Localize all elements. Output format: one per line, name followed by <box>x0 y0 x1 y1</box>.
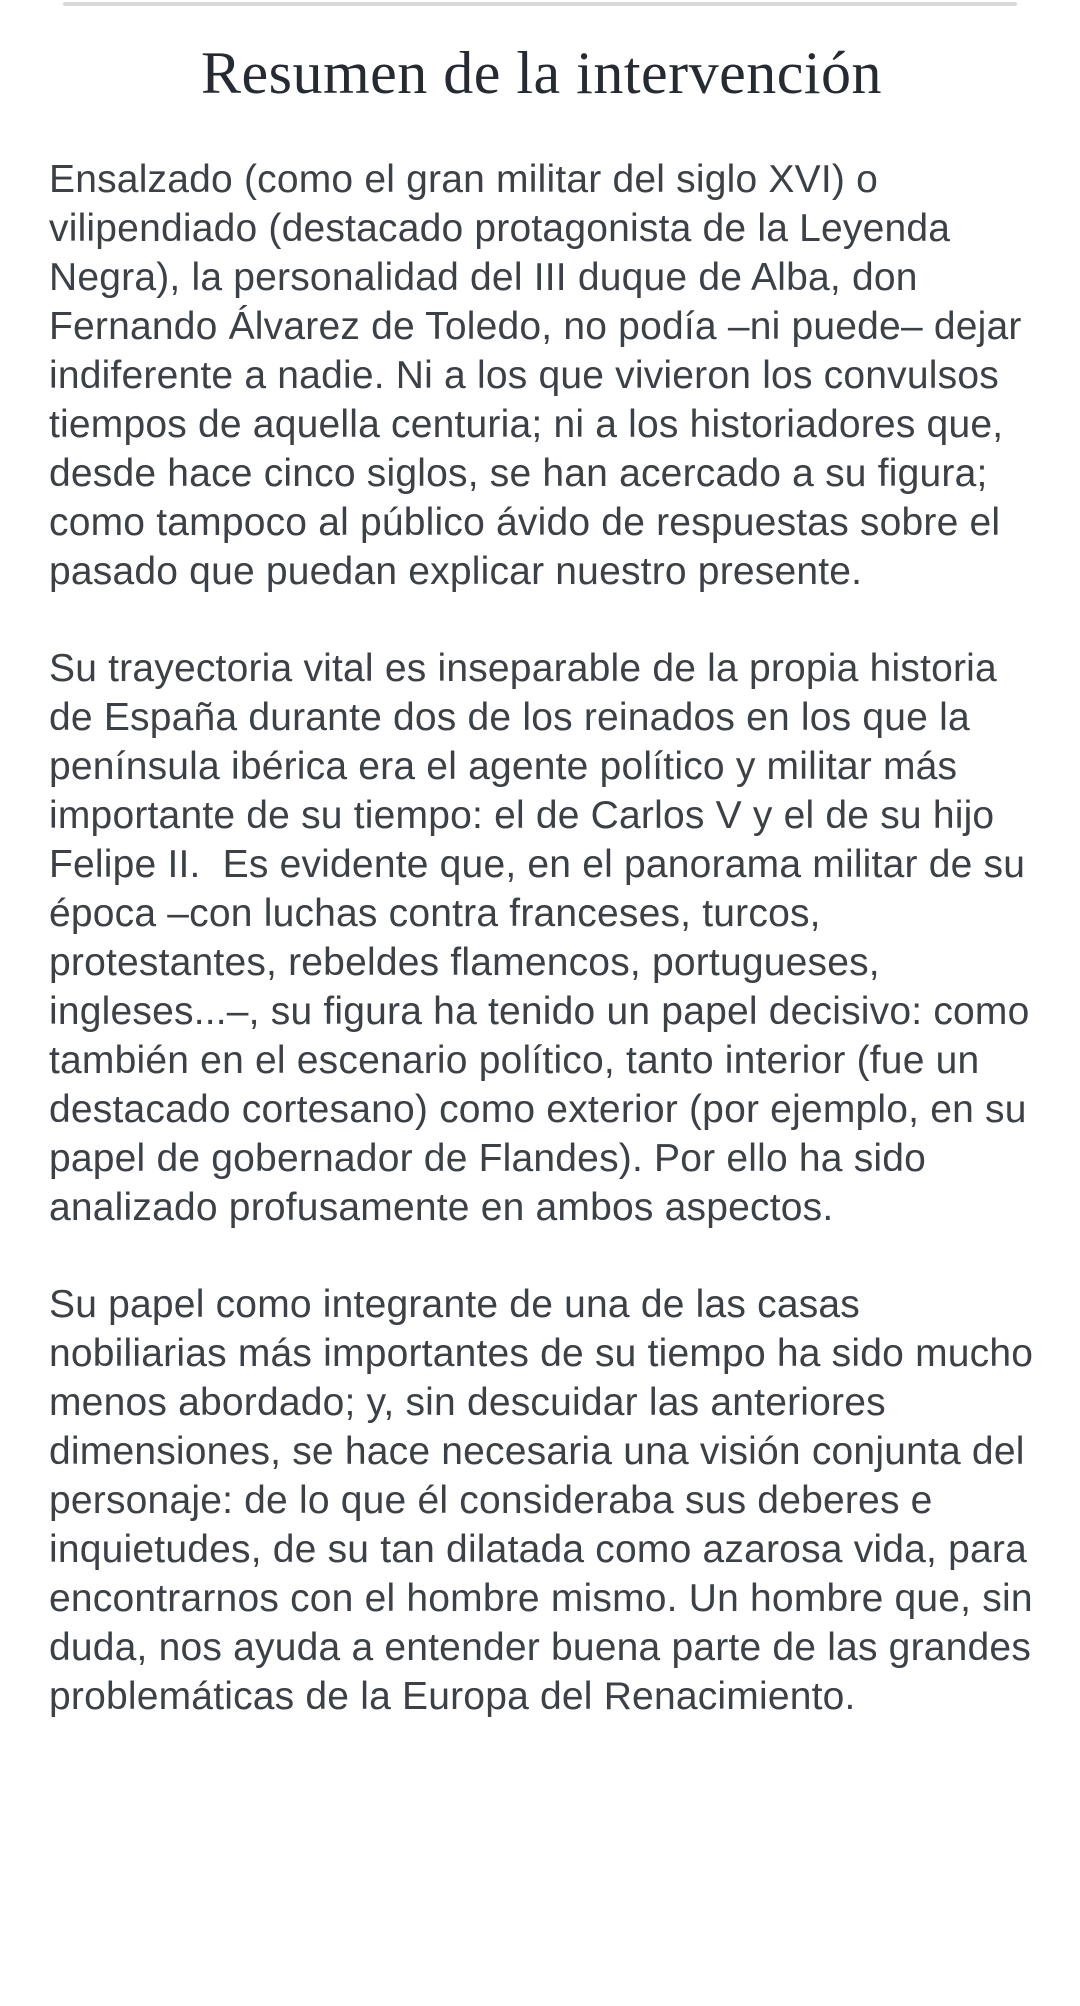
page-title: Resumen de la intervención <box>200 40 883 106</box>
intervention-summary-article <box>0 40 1080 1721</box>
paragraph-3: Su papel como integrante de una de las casas nobiliarias más importantes de su tiempo ha sido mucho menos abordado; y, sin descuidar las anteriores dimensiones, se hace necesaria una visión conjunta del personaje: de lo que él consideraba sus deberes e inquietudes, de su tan dilatada como azarosa vida, para encontrarnos con el hombre mismo. Un hombre que, sin duda, nos ayuda a entender buena parte de las grandes problemáticas de la Europa del Renacimiento. <box>49 1283 1045 1718</box>
section-top-divider <box>63 2 1017 6</box>
article-body <box>49 155 1045 1721</box>
paragraph-2: Su trayectoria vital es inseparable de la propia historia de España durante dos de los reinados en los que la península ibérica era el agente político y militar más importante de su tiempo: el de Carlos V y el de su hijo Felipe II. Es evidente que, en el panorama militar de su época –con luchas contra franceses, turcos, protestantes, rebeldes flamencos, portugueses, ingleses...–, su figura ha tenido un papel decisivo: como también en el escenario político, tanto interior (fue un destacado cortesano) como exterior (por ejemplo, en su papel de gobernador de Flandes). Por ello ha sido analizado profusamente en ambos aspectos. <box>49 647 1041 1229</box>
paragraph-1: Ensalzado (como el gran militar del siglo XVI) o vilipendiado (destacado protagonista de la Leyenda Negra), la personalidad del III duque de Alba, don Fernando Álvarez de Toledo, no podía –ni puede– dejar indiferente a nadie. Ni a los que vivieron los convulsos tiempos de aquella centuria; ni a los historiadores que, desde hace cinco siglos, se han acercado a su figura; como tampoco al público ávido de respuestas sobre el pasado que puedan explicar nuestro presente. <box>49 158 1033 593</box>
